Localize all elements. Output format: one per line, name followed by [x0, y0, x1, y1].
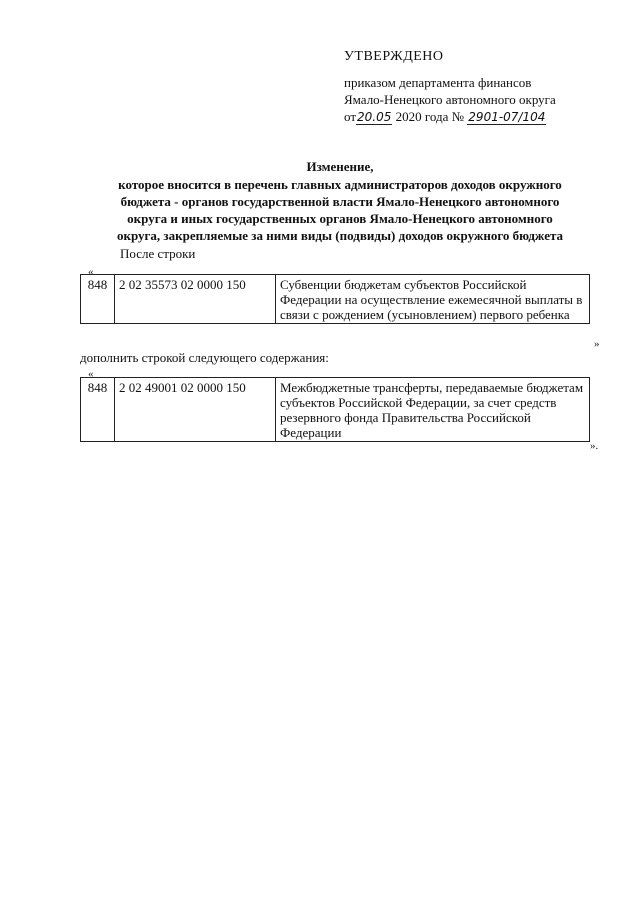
- cell-income-code: 2 02 35573 02 0000 150: [115, 275, 276, 324]
- heading-line-5: округа, закрепляемые за ними виды (подвиды) доходов окружного бюджета: [116, 228, 564, 243]
- approval-year-text: 2020 года №: [395, 109, 465, 124]
- document-heading: [80, 158, 600, 244]
- cell-description: Субвенции бюджетам субъектов Российской Федерации на осуществление ежемесячной выплаты в связи с рождением (усыновлением) первого ребенка: [276, 275, 590, 324]
- quote-close-final: ».: [590, 440, 599, 452]
- approval-date-handwritten: 20.05: [357, 110, 392, 124]
- heading-line-1: Изменение,: [306, 159, 374, 174]
- approval-from-prefix: от: [344, 109, 357, 124]
- approval-line-3: [344, 108, 556, 125]
- cell-income-code: 2 02 49001 02 0000 150: [115, 378, 276, 442]
- approval-title: УТВЕРЖДЕНО: [344, 49, 444, 64]
- approval-line-2: Ямало-Ненецкого автономного округа: [344, 92, 556, 107]
- table-row-existing: [80, 274, 590, 324]
- quote-close-1: »: [594, 338, 600, 350]
- cell-admin-code: 848: [81, 275, 115, 324]
- approval-line-1: приказом департамента финансов: [344, 75, 532, 90]
- quote-open-2: «: [88, 368, 94, 380]
- after-row-label: После строки: [120, 246, 196, 261]
- quote-open-1: «: [88, 266, 94, 278]
- approval-stamp: [344, 48, 556, 125]
- heading-line-3: бюджета - органов государственной власти Ямало-Ненецкого автономного: [120, 194, 560, 209]
- approval-number-handwritten: 2901-07/104: [468, 110, 546, 124]
- heading-line-4: округа и иных государственных органов Ямало-Ненецкого автономного: [127, 211, 553, 226]
- table-row-new: [80, 377, 590, 442]
- cell-admin-code: 848: [81, 378, 115, 442]
- cell-description: Межбюджетные трансферты, передаваемые бюджетам субъектов Российской Федерации, за счет средств резервного фонда Правительства Российской Федерации: [276, 378, 590, 442]
- supplement-label: дополнить строкой следующего содержания:: [80, 350, 329, 365]
- heading-line-2: которое вносится в перечень главных администраторов доходов окружного: [118, 177, 562, 192]
